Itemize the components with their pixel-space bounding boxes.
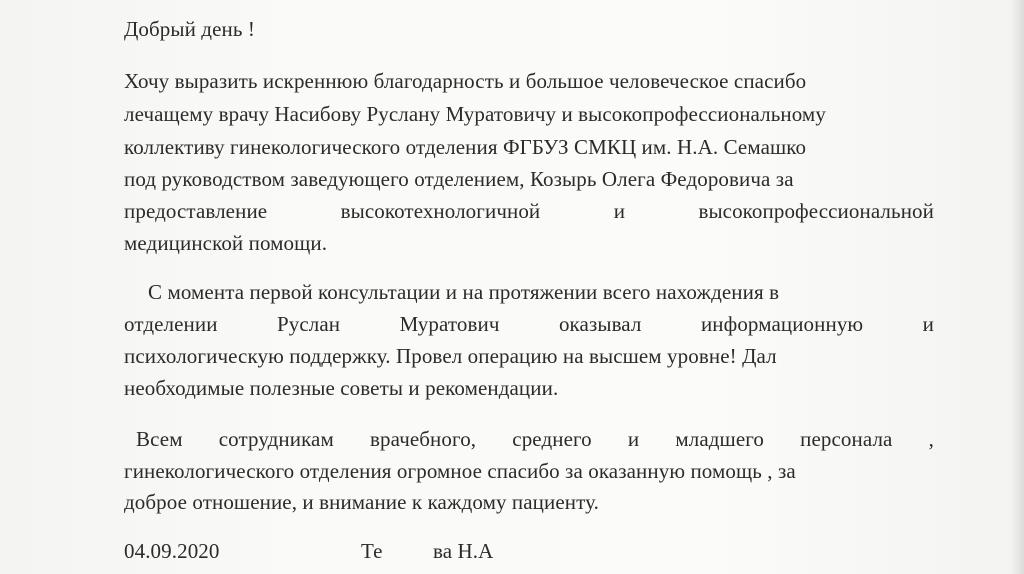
p1-line-6: медицинской помощи. bbox=[124, 231, 328, 255]
page-edge-shadow bbox=[1010, 0, 1024, 574]
p1-line-3: коллективу гинекологического отделения ФГБУЗ СМКЦ им. Н.А. Семашко bbox=[124, 135, 807, 159]
p2-line-2 bbox=[124, 309, 934, 339]
greeting: Добрый день ! bbox=[124, 17, 255, 41]
p2-line-3: психологическую поддержку. Провел операцию на высшем уровне! Дал bbox=[124, 344, 777, 368]
word: и bbox=[922, 312, 934, 336]
date: 04.09.2020 bbox=[124, 539, 220, 563]
p2-line-4: необходимые полезные советы и рекомендации. bbox=[124, 376, 559, 400]
word: врачебного, bbox=[370, 427, 477, 451]
p2-line-1: С момента первой консультации и на протяжении всего нахождения в bbox=[148, 280, 780, 304]
signature-part-1: Те bbox=[361, 539, 383, 563]
word: информационную bbox=[700, 312, 864, 336]
word: оказывал bbox=[558, 312, 642, 336]
p1-line-5 bbox=[124, 196, 934, 226]
p1-line-1: Хочу выразить искреннюю благодарность и большое человеческое спасибо bbox=[124, 69, 807, 93]
word: сотрудникам bbox=[218, 427, 334, 451]
word: среднего bbox=[512, 427, 592, 451]
word: и bbox=[613, 199, 626, 223]
word: Руслан bbox=[276, 312, 341, 336]
p3-line-3: доброе отношение, и внимание к каждому пациенту. bbox=[124, 490, 599, 514]
word: отделении bbox=[124, 312, 218, 336]
word: , bbox=[928, 427, 934, 451]
word: предоставление bbox=[124, 199, 268, 223]
p1-line-4: под руководством заведующего отделением, Козырь Олега Федоровича за bbox=[124, 167, 794, 191]
word: и bbox=[627, 427, 640, 451]
word: высокопрофессиональной bbox=[698, 199, 934, 223]
word: Всем bbox=[136, 427, 183, 451]
word: персонала bbox=[800, 427, 893, 451]
word: высокотехнологичной bbox=[340, 199, 541, 223]
word: Муратович bbox=[399, 312, 500, 336]
p1-line-2: лечащему врачу Насибову Руслану Муратовичу и высокопрофессиональному bbox=[124, 102, 826, 126]
p3-line-2: гинекологического отделения огромное спасибо за оказанную помощь , за bbox=[124, 459, 796, 483]
signature-part-2: ва Н.А bbox=[433, 539, 494, 563]
word: младшего bbox=[675, 427, 765, 451]
p3-line-1 bbox=[136, 424, 934, 454]
